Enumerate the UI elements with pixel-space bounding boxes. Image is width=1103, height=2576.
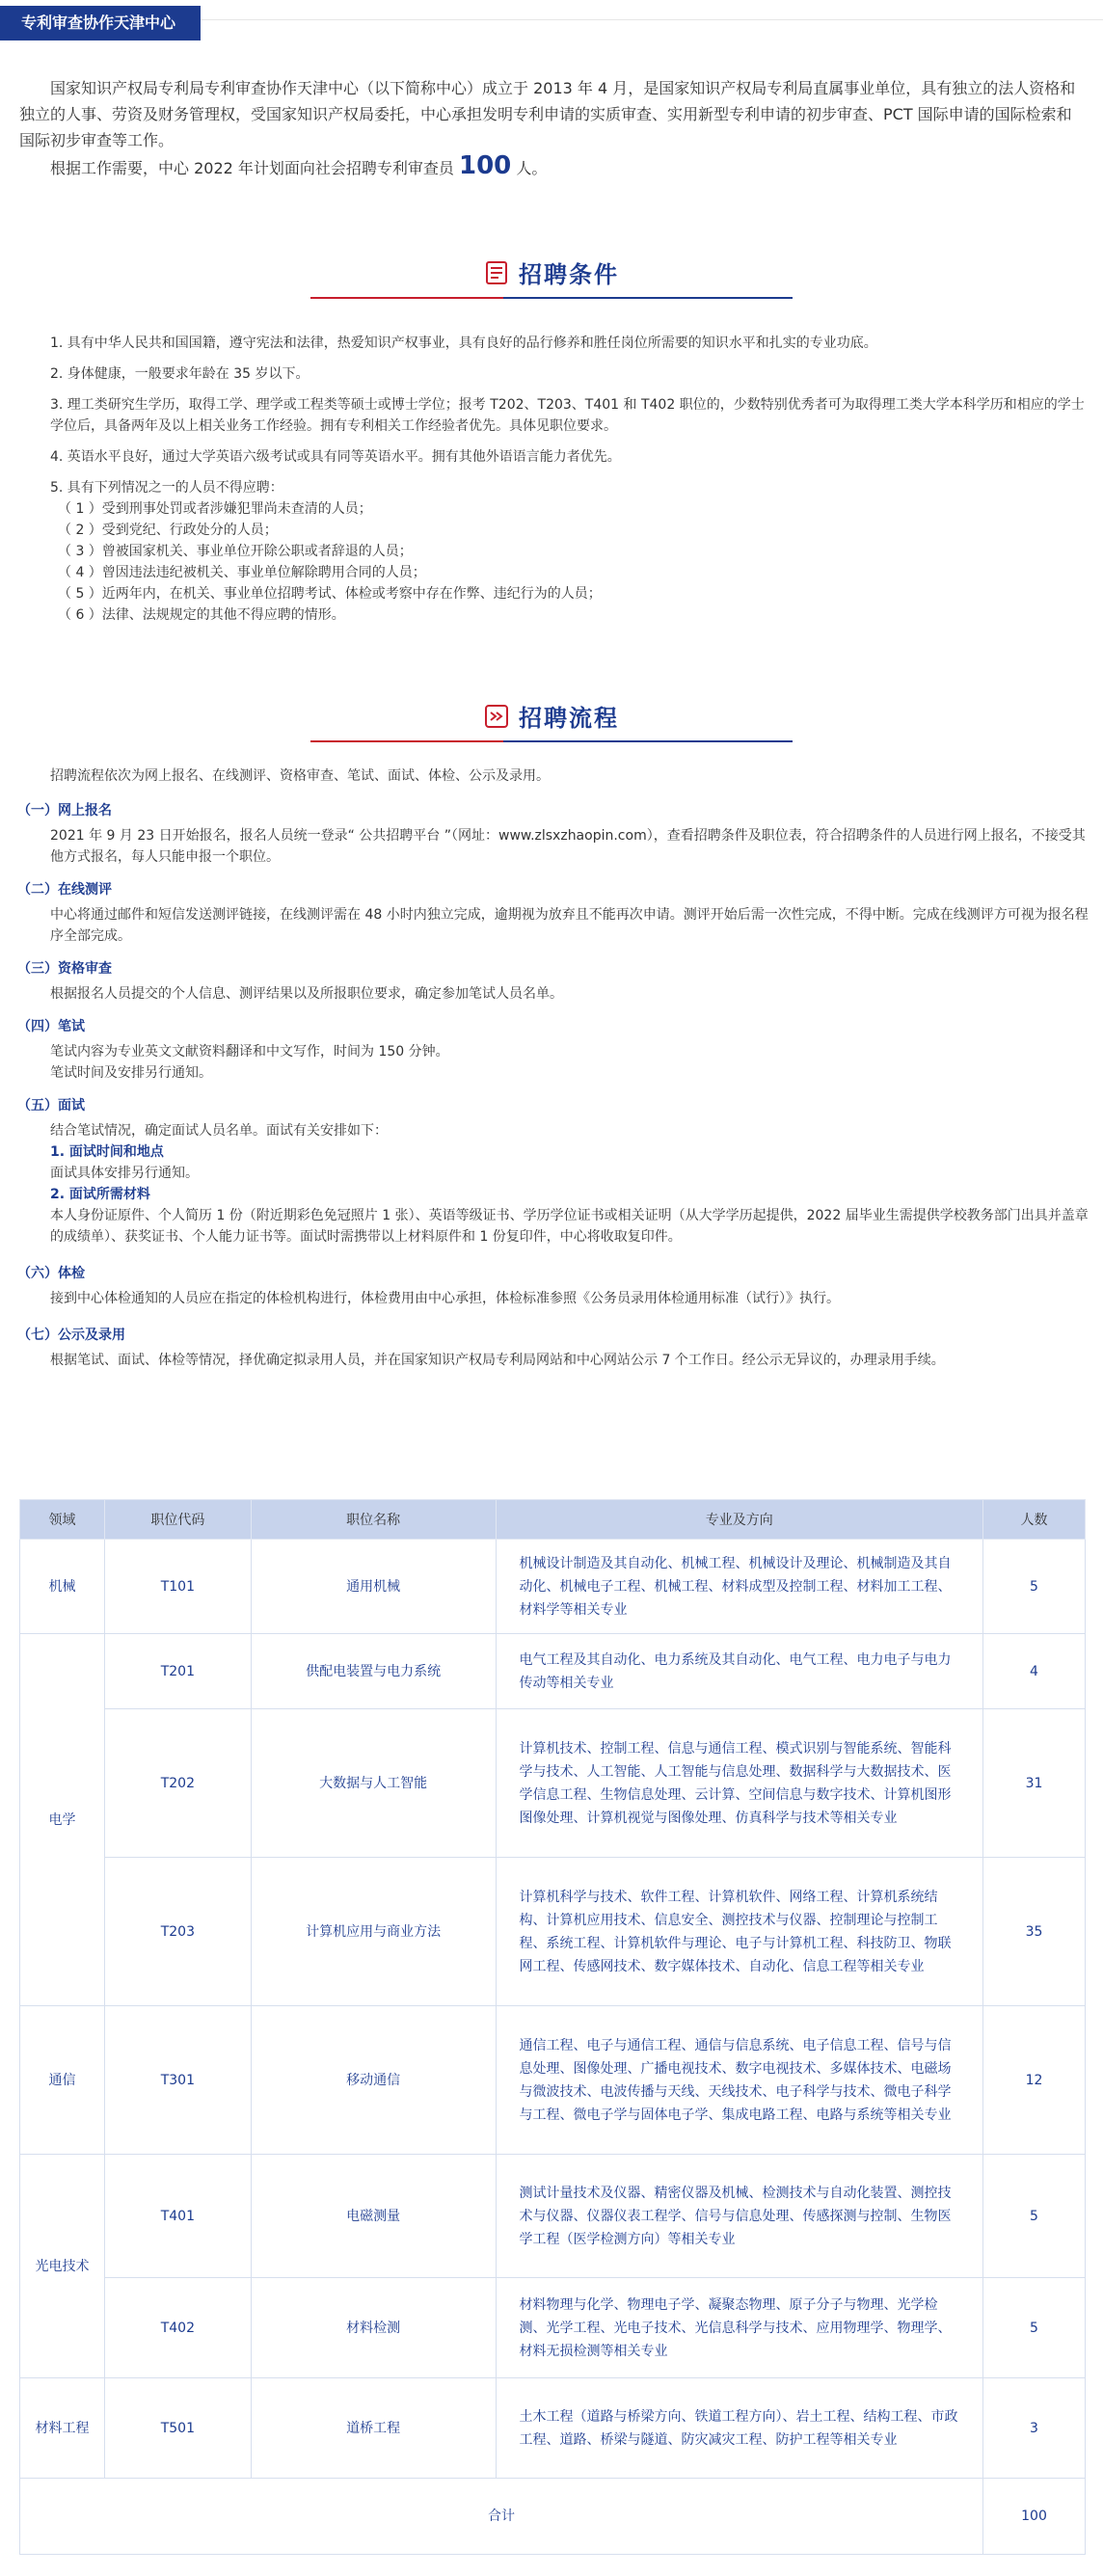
table-row bbox=[20, 2155, 1086, 2278]
count-cell: 5 bbox=[983, 2278, 1086, 2378]
count-cell: 3 bbox=[983, 2378, 1086, 2479]
process-title: 招聘流程 bbox=[519, 705, 619, 732]
step-text: 中心将通过邮件和短信发送测评链接，在线测评需在 48 小时内独立完成，逾期视为放弃且不能再次申请。测评开始后需一次性完成，不得中断。完成在线测评方可视为报名程序全部完成。 bbox=[50, 907, 1089, 944]
major-cell: 材料物理与化学、物理电子学、凝聚态物理、原子分子与物理、光学检测、光学工程、光电子技术、光信息科学与技术、应用物理学、物理学、材料无损检测等相关专业 bbox=[496, 2278, 983, 2378]
position-name-cell: 计算机应用与商业方法 bbox=[251, 1858, 496, 2006]
table-row bbox=[20, 1540, 1086, 1634]
step-title: （六）体检 bbox=[17, 1266, 85, 1281]
step-sub-title: 2. 面试所需材料 bbox=[50, 1187, 150, 1202]
position-name-cell: 供配电装置与电力系统 bbox=[251, 1634, 496, 1709]
major-cell: 土木工程（道路与桥梁方向、铁道工程方向）、岩土工程、结构工程、市政工程、道路、桥梁与隧道、防灾减灾工程、防护工程等相关专业 bbox=[496, 2378, 983, 2479]
count-cell: 4 bbox=[983, 1634, 1086, 1709]
table-header-row bbox=[20, 1500, 1086, 1540]
count-cell: 31 bbox=[983, 1709, 1086, 1858]
position-name-cell: 大数据与人工智能 bbox=[251, 1709, 496, 1858]
condition-item: 3. 理工类研究生学历，取得工学、理学或工程类等硕士或博士学位；报考 T202、T203、T401 和 T402 职位的，少数特别优秀者可为取得理工类大学本科学历和相应的学士学位后，具备两年及以上相关业务工作经验。拥有专利相关工作经验者优先。具体见职位要求。 bbox=[50, 397, 1085, 434]
condition-sub-item: （ 5 ）近两年内，在机关、事业单位招聘考试、体检或考察中存在作弊、违纪行为的人员； bbox=[58, 586, 602, 602]
code-cell: T201 bbox=[104, 1634, 251, 1709]
intro-p2-before: 根据工作需要，中心 2022 年计划面向社会招聘专利审查员 bbox=[50, 159, 459, 177]
conditions-heading bbox=[0, 255, 1103, 299]
position-name-cell: 道桥工程 bbox=[251, 2378, 496, 2479]
position-name-cell: 材料检测 bbox=[251, 2278, 496, 2378]
step-text: 接到中心体检通知的人员应在指定的体检机构进行，体检费用由中心承担，体检标准参照《公务员录用体检通用标准（试行）》执行。 bbox=[50, 1291, 840, 1306]
condition-sub-item: （ 3 ）曾被国家机关、事业单位开除公职或者辞退的人员； bbox=[58, 544, 413, 559]
table-row bbox=[20, 1634, 1086, 1709]
position-name-cell: 通用机械 bbox=[251, 1540, 496, 1634]
header-major: 专业及方向 bbox=[496, 1500, 983, 1540]
condition-sub-item: （ 4 ）曾因违法违纪被机关、事业单位解除聘用合同的人员； bbox=[58, 565, 426, 580]
document-icon bbox=[484, 260, 509, 285]
major-cell: 计算机技术、控制工程、信息与通信工程、模式识别与智能系统、智能科学与技术、人工智能、人工智能与信息处理、数据科学与大数据技术、医学信息工程、生物信息处理、云计算、空间信息与数字技术、计算机图形图像处理、计算机视觉与图像处理、仿真科学与技术等相关专业 bbox=[496, 1709, 983, 1858]
header-tag: 专利审查协作天津中心 bbox=[0, 6, 201, 40]
process-lead: 招聘流程依次为网上报名、在线测评、资格审查、笔试、面试、体检、公示及录用。 bbox=[50, 768, 550, 784]
code-cell: T202 bbox=[104, 1709, 251, 1858]
condition-sub-item: （ 1 ）受到刑事处罚或者涉嫌犯罪尚未查清的人员； bbox=[58, 501, 372, 517]
total-count: 100 bbox=[983, 2479, 1086, 2555]
domain-cell: 电学 bbox=[20, 1634, 105, 2006]
domain-cell: 机械 bbox=[20, 1540, 105, 1634]
step-text: 根据报名人员提交的个人信息、测评结果以及所报职位要求，确定参加笔试人员名单。 bbox=[50, 986, 563, 1002]
condition-sub-item: （ 6 ）法律、法规规定的其他不得应聘的情形。 bbox=[58, 607, 345, 623]
code-cell: T501 bbox=[104, 2378, 251, 2479]
condition-item: 4. 英语水平良好，通过大学英语六级考试或具有同等英语水平。拥有其他外语语言能力者优先。 bbox=[50, 449, 621, 465]
table-row bbox=[20, 1858, 1086, 2006]
count-cell: 5 bbox=[983, 1540, 1086, 1634]
step-title: （四）笔试 bbox=[17, 1019, 85, 1034]
intro-p2-after: 人。 bbox=[511, 159, 548, 177]
conditions-title: 招聘条件 bbox=[519, 261, 619, 288]
total-label: 合计 bbox=[20, 2479, 983, 2555]
domain-cell: 通信 bbox=[20, 2006, 105, 2155]
conditions-underline bbox=[310, 297, 793, 299]
major-cell: 测试计量技术及仪器、精密仪器及机械、检测技术与自动化装置、测控技术与仪器、仪器仪表工程学、信号与信息处理、传感探测与控制、生物医学工程（医学检测方向）等相关专业 bbox=[496, 2155, 983, 2278]
step-body bbox=[50, 1120, 1090, 1248]
table-row bbox=[20, 2378, 1086, 2479]
position-name-cell: 电磁测量 bbox=[251, 2155, 496, 2278]
step-text: 笔试内容为专业英文文献资料翻译和中文写作，时间为 150 分钟。 bbox=[50, 1044, 449, 1060]
step-body bbox=[50, 983, 1090, 1005]
step-text: 结合笔试情况，确定面试人员名单。面试有关安排如下： bbox=[50, 1123, 388, 1139]
major-cell: 电气工程及其自动化、电力系统及其自动化、电气工程、电力电子与电力传动等相关专业 bbox=[496, 1634, 983, 1709]
table-row bbox=[20, 1709, 1086, 1858]
step-title: （三）资格审查 bbox=[17, 961, 112, 977]
code-cell: T203 bbox=[104, 1858, 251, 2006]
step-body bbox=[50, 1041, 1090, 1084]
count-cell: 35 bbox=[983, 1858, 1086, 2006]
step-body bbox=[50, 904, 1090, 947]
step-text: 面试具体安排另行通知。 bbox=[50, 1166, 199, 1181]
flow-icon bbox=[484, 704, 509, 729]
condition-item: 1. 具有中华人民共和国国籍，遵守宪法和法律，热爱知识产权事业，具有良好的品行修养和胜任岗位所需要的知识水平和扎实的专业功底。 bbox=[50, 335, 877, 351]
header-count: 人数 bbox=[983, 1500, 1086, 1540]
intro bbox=[19, 75, 1084, 181]
positions-table bbox=[19, 1499, 1086, 2555]
count-cell: 12 bbox=[983, 2006, 1086, 2155]
step-text: 笔试时间及安排另行通知。 bbox=[50, 1065, 212, 1081]
step-body bbox=[50, 1288, 1090, 1309]
header-code: 职位代码 bbox=[104, 1500, 251, 1540]
count-cell: 5 bbox=[983, 2155, 1086, 2278]
condition-item: 2. 身体健康，一般要求年龄在 35 岁以下。 bbox=[50, 366, 309, 382]
intro-paragraph-1: 国家知识产权局专利局专利审查协作天津中心（以下简称中心）成立于 2013 年 4 月，是国家知识产权局专利局直属事业单位，具有独立的法人资格和独立的人事、劳资及财务管理权，受国家知识产权局委托，中心承担发明专利申请的实质审查、实用新型专利申请的初步审查、PCT 国际申请的国际检索和国际初步审查等工作。 bbox=[19, 79, 1076, 149]
recruit-number: 100 bbox=[458, 151, 512, 180]
step-title: （五）面试 bbox=[17, 1098, 85, 1114]
major-cell: 通信工程、电子与通信工程、通信与信息系统、电子信息工程、信号与信息处理、图像处理、广播电视技术、数字电视技术、多媒体技术、电磁场与微波技术、电波传播与天线、天线技术、电子科学与技术、微电子科学与工程、微电子学与固体电子学、集成电路工程、电路与系统等相关专业 bbox=[496, 2006, 983, 2155]
domain-cell: 光电技术 bbox=[20, 2155, 105, 2378]
code-cell: T401 bbox=[104, 2155, 251, 2278]
table-row bbox=[20, 2278, 1086, 2378]
step-text: 2021 年 9 月 23 日开始报名，报名人员统一登录“ 公共招聘平台 ”（网址：www.zlsxzhaopin.com），查看招聘条件及职位表，符合招聘条件的人员进行网上报名，不接受其他方式报名，每人只能申报一个职位。 bbox=[50, 828, 1086, 865]
major-cell: 机械设计制造及其自动化、机械工程、机械设计及理论、机械制造及其自动化、机械电子工程、机械工程、材料成型及控制工程、材料加工工程、材料学等相关专业 bbox=[496, 1540, 983, 1634]
header-domain: 领域 bbox=[20, 1500, 105, 1540]
condition-sub-item: （ 2 ）受到党纪、行政处分的人员； bbox=[58, 523, 278, 538]
code-cell: T402 bbox=[104, 2278, 251, 2378]
table-total-row bbox=[20, 2479, 1086, 2555]
position-name-cell: 移动通信 bbox=[251, 2006, 496, 2155]
step-body bbox=[50, 1350, 1090, 1371]
code-cell: T101 bbox=[104, 1540, 251, 1634]
step-title: （二）在线测评 bbox=[17, 882, 112, 898]
step-sub-title: 1. 面试时间和地点 bbox=[50, 1144, 164, 1160]
header-position-name: 职位名称 bbox=[251, 1500, 496, 1540]
process-heading bbox=[0, 699, 1103, 742]
step-title: （一）网上报名 bbox=[17, 803, 112, 818]
step-text: 根据笔试、面试、体检等情况，择优确定拟录用人员，并在国家知识产权局专利局网站和中心网站公示 7 个工作日。经公示无异议的，办理录用手续。 bbox=[50, 1353, 945, 1368]
code-cell: T301 bbox=[104, 2006, 251, 2155]
process-underline bbox=[310, 740, 793, 742]
process-section bbox=[17, 765, 1090, 1371]
major-cell: 计算机科学与技术、软件工程、计算机软件、网络工程、计算机系统结构、计算机应用技术、信息安全、测控技术与仪器、控制理论与控制工程、系统工程、计算机软件与理论、电子与计算机工程、科技防卫、物联网工程、传感网技术、数字媒体技术、自动化、信息工程等相关专业 bbox=[496, 1858, 983, 2006]
table-row bbox=[20, 2006, 1086, 2155]
step-body bbox=[50, 825, 1090, 868]
step-title: （七）公示及录用 bbox=[17, 1328, 125, 1343]
conditions-list bbox=[50, 333, 1091, 626]
condition-item: 5. 具有下列情况之一的人员不得应聘： bbox=[50, 480, 283, 496]
intro-paragraph-2 bbox=[19, 153, 1084, 181]
step-text: 本人身份证原件、个人简历 1 份（附近期彩色免冠照片 1 张）、英语等级证书、学历学位证书或相关证明（从大学学历起提供，2022 届毕业生需提供学校教务部门出具并盖章的成绩单）、获奖证书、个人能力证书等。面试时需携带以上材料原件和 1 份复印件，中心将收取复印件。 bbox=[50, 1208, 1089, 1245]
domain-cell: 材料工程 bbox=[20, 2378, 105, 2479]
